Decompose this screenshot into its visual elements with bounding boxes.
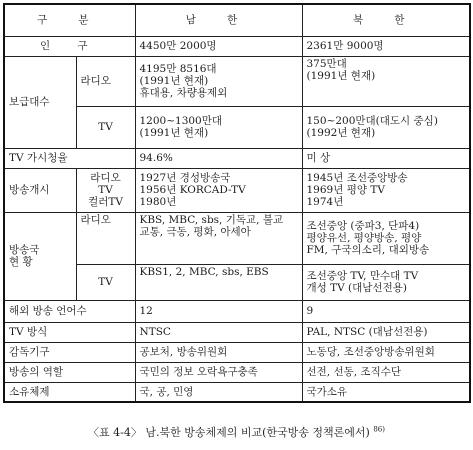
north-cell [302,168,470,212]
cell-line: (1992년 현재) [306,127,376,139]
cell-line: 휴대용, 차량용제외 [139,87,228,99]
north-cell: 2361만 9000명 [302,36,470,56]
cell-line: 방송국 [9,244,40,256]
cell-line: 1969년 평양 TV [306,184,385,196]
row-label-start: 방송개시 [4,168,76,212]
caption-text: 〈표 4-4〉 남.북한 방송체제의 비교(한국방송 정책론에서) [88,426,370,439]
table-row-supervision [4,342,470,362]
north-cell: 국가소유 [302,382,470,402]
south-cell [135,56,302,106]
south-cell [135,168,302,212]
sub-label-radio: 라디오 [76,56,135,106]
media-color-tv: 컬러TV [88,196,123,208]
row-label: TV 방식 [4,322,135,342]
cell-line: (1991년 현재) [139,127,209,139]
table-row-role [4,362,470,382]
cell-line: 1927년 경성방송국 [139,172,231,184]
comparison-table [3,3,471,403]
table-row-languages [4,300,470,322]
media-radio: 라디오 [90,172,121,184]
north-cell: 미 상 [302,148,470,168]
cell-line: 1980년 [139,196,177,208]
row-label: 소유체제 [4,382,135,402]
south-cell: 공보처, 방송위원회 [135,342,302,362]
row-label: 감독기구 [4,342,135,362]
header-south: 남 한 [135,4,302,36]
cell-line: (1991년 현재) [306,69,376,82]
cell-line: 조선중앙 TV, 만수대 TV [306,270,419,282]
table-row-start [4,168,470,212]
south-cell: 4450만 2000명 [135,36,302,56]
row-label: 해외 방송 언어수 [4,300,135,322]
south-cell [135,106,302,148]
row-label-supply: 보급대수 [4,56,76,148]
south-cell: KBS1, 2, MBC, sbs, EBS [135,264,302,300]
cell-line: 평양유선, 평양방송, 평양 [306,232,422,244]
cell-line: 1945년 조선중앙방송 [306,172,408,184]
table-row-supply-radio [4,56,470,106]
table-row-population [4,36,470,56]
cell-line: 150~200만대(대도시 중심) [306,115,438,127]
cell-line: 현 황 [9,256,33,268]
table-header-row [4,4,470,36]
north-cell: 9 [302,300,470,322]
table-row-ownership [4,382,470,402]
cell-line: (1991년 현재) [139,75,209,87]
start-media [76,168,135,212]
sub-label-radio: 라디오 [76,212,135,264]
cell-line: 1956년 KORCAD-TV [139,184,246,196]
table-row-tv-viewing [4,148,470,168]
cell-line: 1974년 [306,196,344,208]
south-cell: NTSC [135,322,302,342]
row-label: TV 가시청율 [4,148,135,168]
south-cell [135,212,302,264]
cell-line: FM, 구국의소리, 대외방송 [306,244,430,256]
table-caption [0,424,473,440]
north-cell [302,264,470,300]
row-label: 방송의 역할 [4,362,135,382]
north-cell: PAL, NTSC (대남선전용) [302,322,470,342]
footnote-marker: 86) [373,425,385,434]
sub-label-tv: TV [76,264,135,300]
north-cell: 노동당, 조선중앙방송위원회 [302,342,470,362]
media-tv: TV [98,184,113,196]
cell-line: 1200~1300만대 [139,115,223,127]
table-row-stations-radio [4,212,470,264]
cell-line: KBS, MBC, sbs, 기독교, 불교 [139,213,284,226]
header-category: 구 분 [4,4,135,36]
header-north: 북 한 [302,4,470,36]
cell-line: 375만대 [306,57,347,70]
south-cell: 국민의 정보 오락욕구충족 [135,362,302,382]
table-row-tv-system [4,322,470,342]
north-cell [302,106,470,148]
north-cell [302,56,470,106]
north-cell: 선전, 선동, 조직수단 [302,362,470,382]
south-cell: 12 [135,300,302,322]
row-label: 인 구 [4,36,135,56]
north-cell [302,212,470,264]
cell-line: 조선중앙 (중파3, 단파4) [306,220,420,232]
south-cell: 국, 공, 민영 [135,382,302,402]
row-label-stations [4,212,76,300]
cell-line: 개성 TV (대남선전용) [306,282,407,294]
south-cell: 94.6% [135,148,302,168]
cell-line: 4195만 8516대 [139,63,217,75]
cell-line: 교통, 극동, 평화, 아세아 [139,225,251,238]
sub-label-tv: TV [76,106,135,148]
